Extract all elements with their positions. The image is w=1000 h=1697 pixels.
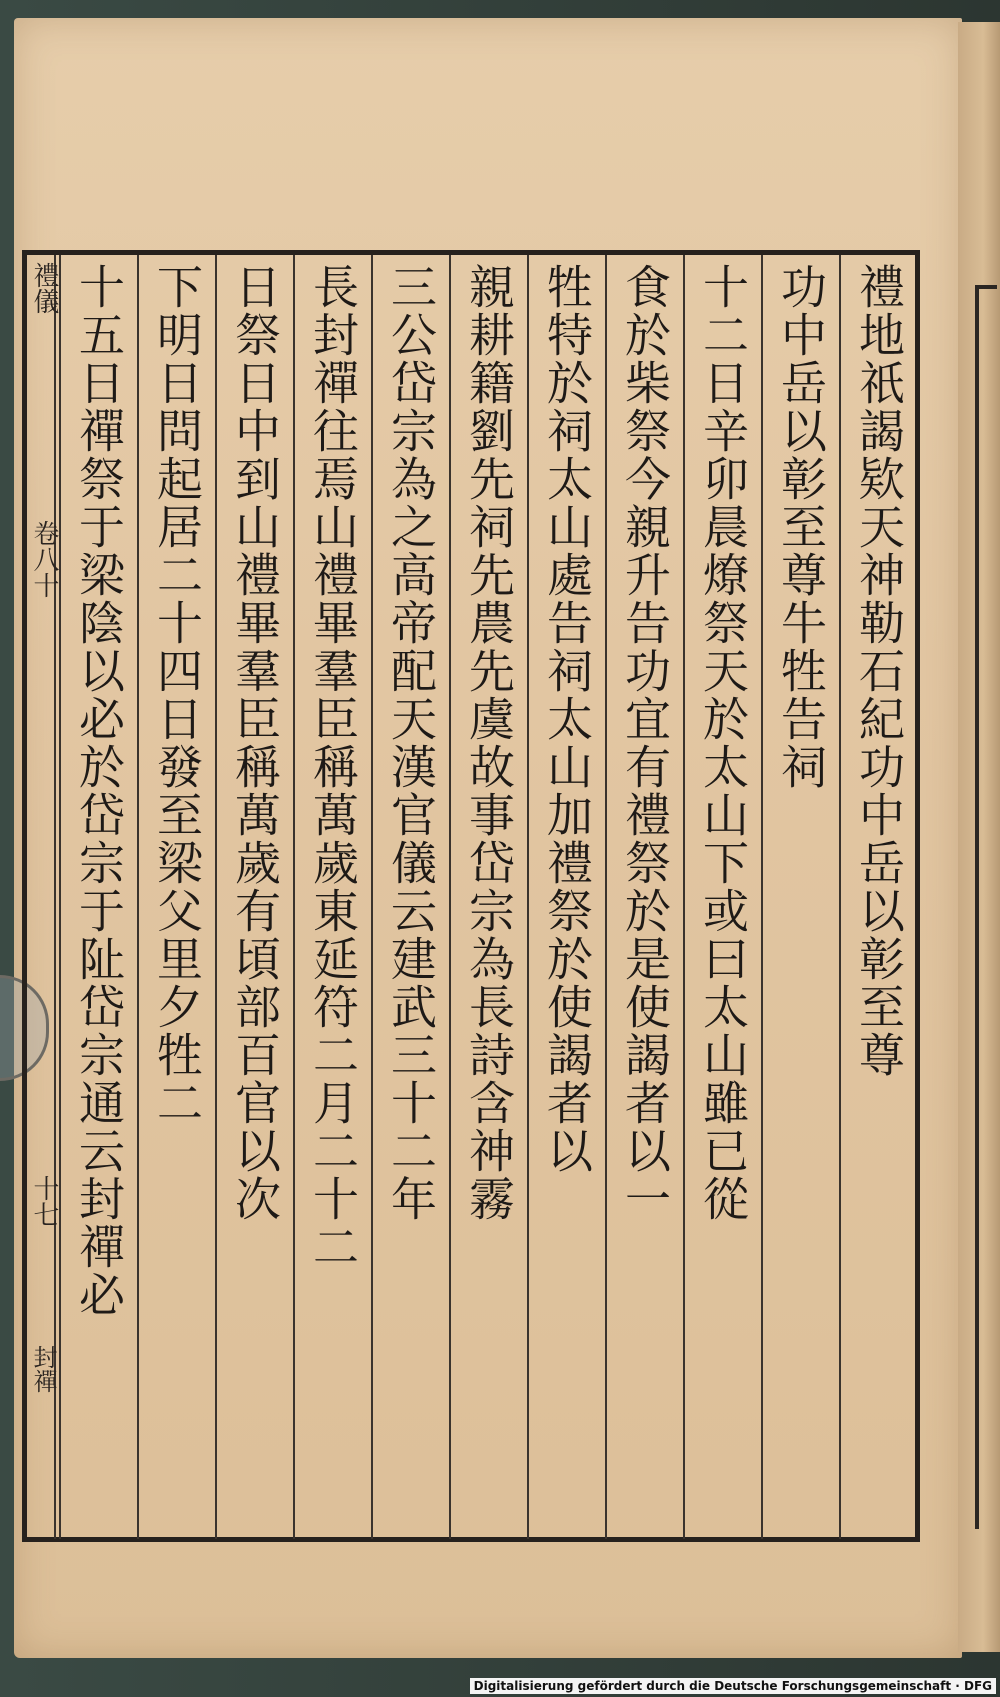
column-text: 食於柴祭今親升告功宜有禮祭於是使謁者以一 <box>618 263 672 1223</box>
column-text: 功中岳以彰至尊牛牲告祠 <box>774 263 828 791</box>
text-column <box>683 255 761 1539</box>
column-text: 三公岱宗為之高帝配天漢官儀云建武三十二年 <box>384 263 438 1223</box>
text-column <box>215 255 293 1539</box>
text-column <box>59 255 137 1539</box>
text-columns <box>56 255 917 1539</box>
margin-juan: 卷八十 <box>29 520 59 598</box>
text-column <box>527 255 605 1539</box>
column-text: 親耕籍劉先祠先農先虞故事岱宗為長詩含神霧 <box>462 263 516 1223</box>
text-column <box>839 255 917 1539</box>
column-text: 日祭日中到山禮畢羣臣稱萬歲有頃部百官以次 <box>228 263 282 1223</box>
margin-title: 禮儀 <box>29 262 59 314</box>
text-column <box>605 255 683 1539</box>
column-text: 十二日辛卯晨燎祭天於太山下或曰太山雖已從 <box>696 263 750 1223</box>
column-text: 牲特於祠太山處告祠太山加禮祭於使謁者以 <box>540 263 594 1175</box>
column-text: 下明日問起居二十四日發至梁父里夕牲二 <box>150 263 204 1127</box>
next-page-frame <box>975 285 997 1529</box>
text-column <box>449 255 527 1539</box>
text-column <box>293 255 371 1539</box>
text-column <box>371 255 449 1539</box>
column-text: 十五日禪祭于梁陰以必於岱宗于阯岱宗通云封禪必 <box>72 263 126 1319</box>
text-column <box>137 255 215 1539</box>
text-column <box>761 255 839 1539</box>
margin-section: 封禪 <box>29 1345 57 1393</box>
column-text: 禮地祇謁欵天神勒石紀功中岳以彰至尊 <box>852 263 906 1079</box>
column-text: 長封禪往焉山禮畢羣臣稱萬歲東延符二月二十二 <box>306 263 360 1271</box>
margin-page-number: 十七 <box>29 1175 59 1227</box>
dfg-credit: Digitalisierung gefördert durch die Deutsche Forschungsgemeinschaft · DFG <box>470 1678 996 1694</box>
